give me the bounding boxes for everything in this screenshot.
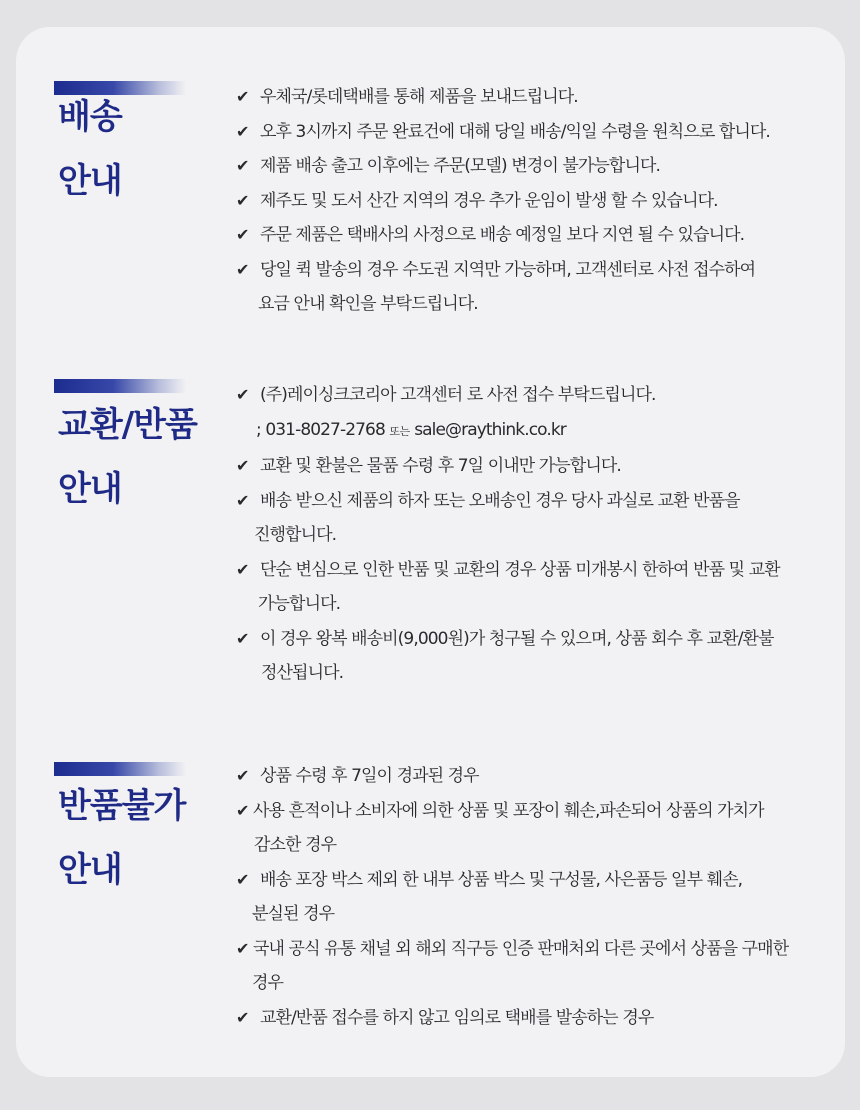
item-text: 제주도 및 도서 산간 지역의 경우 추가 운임이 발생 할 수 있습니다. — [260, 190, 718, 211]
heading-line: 안내 — [58, 161, 122, 201]
item-text: 당일 퀵 발송의 경우 수도권 지역만 가능하며, 고객센터로 사전 접수하여 — [260, 259, 756, 280]
check-icon: ✔ — [236, 938, 249, 958]
check-icon: ✔ — [236, 1007, 249, 1027]
section-heading — [58, 393, 197, 521]
item-text-continued: 감소한 경우 — [254, 835, 337, 855]
contact-text: (주)레이싱크코리아 고객센터 로 사전 접수 부탁드립니다. — [260, 385, 656, 405]
check-icon: ✔ — [236, 259, 249, 279]
check-icon: ✔ — [236, 800, 249, 820]
list-item — [236, 80, 836, 115]
check-icon: ✔ — [236, 225, 249, 244]
item-text: 교환 및 환불은 물품 수령 후 7일 이내만 가능합니다. — [260, 456, 621, 476]
list-item — [236, 622, 836, 691]
email-address: sale@raythink.co.kr — [414, 419, 566, 440]
list-item — [236, 184, 836, 219]
item-text: 국내 공식 유통 채널 외 해외 직구등 인증 판매처외 다른 곳에서 상품을 구매한 — [253, 938, 789, 959]
item-text: 우체국/롯데택배를 통해 제품을 보내드립니다. — [260, 87, 578, 107]
heading-line: 안내 — [58, 850, 122, 890]
section-heading — [58, 774, 185, 902]
check-icon: ✔ — [236, 490, 249, 510]
list-item — [236, 484, 836, 553]
item-text: 상품 수령 후 7일이 경과된 경우 — [260, 766, 479, 786]
or-text: 또는 — [389, 424, 410, 438]
item-text: 단순 변심으로 인한 반품 및 교환의 경우 상품 미개봉시 한하여 반품 및 교환 — [260, 559, 780, 580]
item-text: 이 경우 왕복 배송비(9,000원)가 청구될 수 있으며, 상품 회수 후 교환/환불 — [260, 628, 774, 649]
item-text: 사용 흔적이나 소비자에 의한 상품 및 포장이 훼손,파손되어 상품의 가치가 — [253, 800, 764, 821]
check-icon: ✔ — [236, 121, 249, 141]
non-returnable-list — [236, 759, 836, 1035]
item-text: 제품 배송 출고 이후에는 주문(모델) 변경이 불가능합니다. — [260, 156, 660, 176]
list-item — [236, 253, 836, 322]
list-item — [236, 863, 836, 932]
check-icon: ✔ — [236, 156, 249, 175]
phone-number: ; 031-8027-2768 — [256, 419, 385, 440]
contact-details — [236, 413, 836, 450]
heading-line: 배송 — [58, 97, 122, 137]
list-item — [236, 449, 836, 484]
item-text-continued: 정산됩니다. — [261, 663, 344, 683]
heading-line: 안내 — [58, 469, 122, 509]
check-icon: ✔ — [236, 869, 249, 889]
accent-bar — [54, 379, 186, 393]
list-item — [236, 553, 836, 622]
list-item — [236, 759, 836, 794]
list-item — [236, 115, 836, 150]
info-card — [16, 27, 845, 1077]
item-text-continued: 분실된 경우 — [252, 904, 335, 924]
item-text: 배송 포장 박스 제외 한 내부 상품 박스 및 구성물, 사은품등 일부 훼손, — [260, 869, 743, 890]
exchange-return-list — [236, 378, 836, 691]
check-icon: ✔ — [236, 190, 249, 210]
item-text-continued: 진행합니다. — [254, 525, 337, 545]
list-item — [236, 149, 836, 184]
item-text-continued: 경우 — [252, 973, 284, 993]
heading-line: 교환/반품 — [58, 405, 197, 445]
shipping-info-list — [236, 80, 836, 322]
check-icon: ✔ — [236, 385, 249, 404]
list-item — [236, 218, 836, 253]
check-icon: ✔ — [236, 628, 249, 648]
list-item — [236, 1001, 836, 1036]
section-heading — [58, 85, 122, 213]
check-icon: ✔ — [236, 456, 249, 475]
item-text: 배송 받으신 제품의 하자 또는 오배송인 경우 당사 과실로 교환 반품을 — [260, 490, 740, 511]
item-text: 오후 3시까지 주문 완료건에 대해 당일 배송/익일 수령을 원칙으로 합니다. — [260, 121, 770, 142]
check-icon: ✔ — [236, 559, 249, 579]
check-icon: ✔ — [236, 766, 249, 785]
item-text: 교환/반품 접수를 하지 않고 임의로 택배를 발송하는 경우 — [260, 1007, 654, 1028]
contact-item — [236, 378, 836, 449]
item-text-continued: 요금 안내 확인을 부탁드립니다. — [258, 294, 478, 314]
check-icon: ✔ — [236, 87, 249, 106]
list-item — [236, 794, 836, 863]
heading-line: 반품불가 — [58, 786, 186, 826]
item-text-continued: 가능합니다. — [258, 594, 341, 614]
list-item — [236, 932, 836, 1001]
item-text: 주문 제품은 택배사의 사정으로 배송 예정일 보다 지연 될 수 있습니다. — [260, 225, 745, 245]
